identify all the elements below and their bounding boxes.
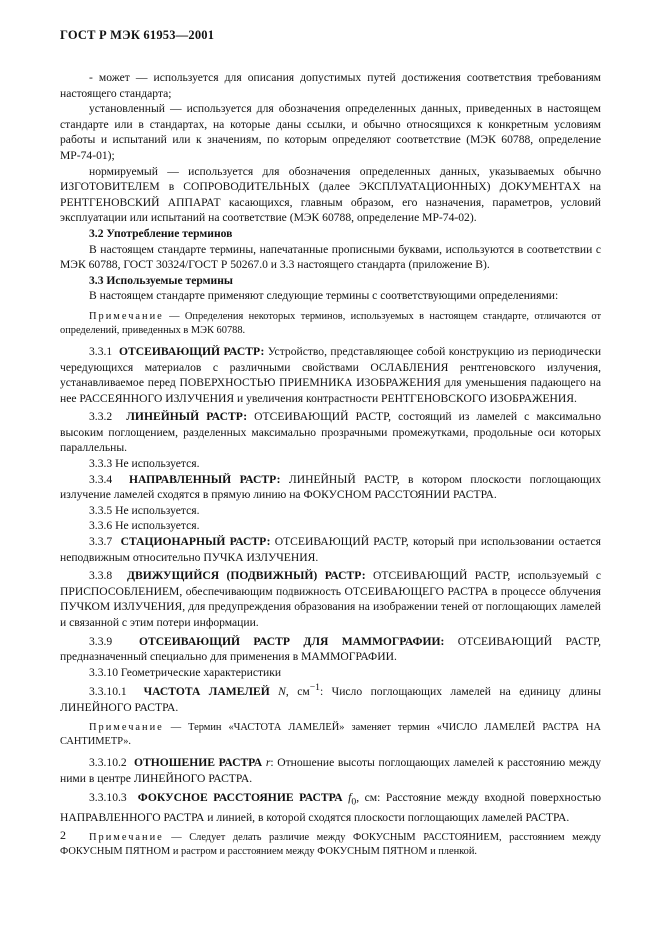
note-text: — Следует делать различие между ФОКУСНЫМ РАССТОЯНИЕМ, расстоянием между ФОКУСНЫМ ПЯТНОМ и растром и расстоянием между ФОКУСНЫМ ПЯТНОМ и пленкой. [60,832,601,858]
term-definition: ОТСЕИВАЮЩИЙ РАСТР, предназначенный специально для применения в МАММОГРАФИИ. [60,634,601,664]
term-3-3-6: 3.3.6 Не используется. [89,519,200,533]
note-label: Примечание [89,310,164,322]
note-1 [60,310,601,338]
term-3-3-7 [60,534,601,565]
term-name: ОТСЕИВАЮЩИЙ РАСТР ДЛЯ МАММОГРАФИИ: [138,634,445,648]
term-3-3-8 [60,568,601,630]
note-3 [60,831,601,859]
note-2 [60,721,601,749]
section-heading-3-3: 3.3 Используемые термины [89,273,233,287]
term-name: НАПРАВЛЕННЫЙ РАСТР: [128,472,281,486]
term-number: 3.3.10.2 [89,756,127,770]
term-unit-exponent: −1 [309,682,321,694]
term-name: ЧАСТОТА ЛАМЕЛЕЙ [143,685,270,699]
paragraph-terms-intro: В настоящем стандарте применяют следующие термины с соответствующими определениями: [89,289,559,303]
term-symbol: N [278,685,286,699]
term-name: ОТНОШЕНИЕ РАСТРА [134,756,263,770]
term-number: 3.3.9 [89,634,113,648]
term-definition: Устройство, представляющее собой конструкцию из периодически чередующихся материалов с различными свойствами ОСЛАБЛЕНИЯ рентгеновского излучения, устанавливаемое перед ПОВЕРХНОСТЬЮ ПРИЕМНИКА ИЗОБРАЖЕНИЯ для уменьшения падающего на нее РАССЕЯННОГО ИЗЛУЧЕНИЯ и увеличения контрастности РЕНТГЕНОВСКОГО ИЗОБРАЖЕНИЯ. [60,344,602,405]
term-definition: : Отношение высоты поглощающих ламелей к расстоянию между ними в центре ЛИНЕЙНОГО РАСТРА. [60,756,602,786]
paragraph-established: установленный — используется для обозначения определенных данных, приведенных в настоящем стандарте или в стандартах, на которые даны ссылки, и обычно относящихся к конкретным условиям работы и испытаний или к значениям, по которым определяют соответствие (МЭК 60788, определение МР-74-01); [60,102,601,162]
term-3-3-5: 3.3.5 Не используется. [89,503,200,517]
term-number: 3.3.4 [89,472,113,486]
term-number: 3.3.10.3 [89,790,127,804]
term-3-3-10: 3.3.10 Геометрические характеристики [89,665,282,679]
term-name: ФОКУСНОЕ РАССТОЯНИЕ РАСТРА [137,790,343,804]
note-label: Примечание [89,722,164,734]
term-3-3-9 [60,634,601,665]
term-definition: : Число поглощающих ламелей на единицу длины ЛИНЕЙНОГО РАСТРА. [60,685,602,714]
term-symbol-subscript: 0 [351,795,357,807]
document-body [60,70,601,865]
note-text: — Термин «ЧАСТОТА ЛАМЕЛЕЙ» заменяет термин «ЧИСЛО ЛАМЕЛЕЙ РАСТРА НА САНТИМЕТР». [60,722,601,748]
section-heading-3-2: 3.2 Употребление терминов [89,226,233,240]
term-definition: ОТСЕИВАЮЩИЙ РАСТР, используемый с ПРИСПОСОБЛЕНИЕМ, обеспечивающим подвижность ОТСЕИВАЮЩЕГО РАСТРА в процессе облучения ПУЧКОМ ИЗЛУЧЕНИЯ, для предупреждения образования на изображении теней от поглощающих ламелей и связанной с этим потери информации. [60,569,601,629]
term-symbol: r [265,756,271,770]
term-name: СТАЦИОНАРНЫЙ РАСТР: [120,535,271,549]
term-symbol: f [348,790,352,804]
term-3-3-10-2 [60,755,601,786]
term-definition: ОТСЕИВАЮЩИЙ РАСТР, который при использовании остается неподвижным относительно ПУЧКА ИЗЛУЧЕНИЯ. [60,535,601,564]
term-number: 3.3.10.1 [89,685,127,699]
term-3-3-3: 3.3.3 Не используется. [89,457,200,471]
term-3-3-1 [60,344,601,406]
paragraph-may: - может — используется для описания допустимых путей достижения соответствия требованиям настоящего стандарта; [60,71,601,100]
term-number: 3.3.2 [89,410,113,424]
term-3-3-2 [60,409,601,456]
term-number: 3.3.1 [89,344,113,358]
term-unit: , см [285,685,310,699]
document-header: ГОСТ Р МЭК 61953—2001 [60,28,215,42]
term-3-3-4 [60,472,601,503]
note-label: Примечание [89,832,164,844]
term-definition: ЛИНЕЙНЫЙ РАСТР, в котором плоскости поглощающих излучение ламелей сходятся в прямую линию на ФОКУСНОМ РАССТОЯНИИ РАСТРА. [60,472,601,502]
term-name: ДВИЖУЩИЙСЯ (ПОДВИЖНЫЙ) РАСТР: [127,569,366,583]
note-text: — Определения некоторых терминов, используемых в настоящем стандарте, отличаются от определений, приведенных в МЭК 60788. [60,310,601,336]
term-3-3-10-1 [60,680,601,715]
paragraph-term-usage: В настоящем стандарте термины, напечатанные прописными буквами, используются в соответствии с МЭК 60788, ГОСТ 30324/ГОСТ Р 50267.0 и 3.3 настоящего стандарта (приложение В). [60,242,601,272]
term-number: 3.3.7 [89,535,113,549]
term-definition: , см: Расстояние между входной поверхностью НАПРАВЛЕННОГО РАСТРА и линией, в которой сходятся плоскости поглощающих ламелей РАСТРА. [60,790,601,824]
paragraph-specified: нормируемый — используется для обозначения определенных данных, указываемых обычно ИЗГОТОВИТЕЛЕМ в СОПРОВОДИТЕЛЬНЫХ (далее ЭКСПЛУАТАЦИОННЫХ) ДОКУМЕНТАХ на РЕНТГЕНОВСКИЙ АППАРАТ касающихся, главным образом, его назначения, параметров, условий эксплуатации или испытаний на соответствие (МЭК 60788, определение МР-74-02). [60,164,601,225]
term-3-3-10-3 [60,790,601,826]
term-name: ОТСЕИВАЮЩИЙ РАСТР: [118,344,265,358]
term-number: 3.3.8 [89,569,113,583]
term-name: ЛИНЕЙНЫЙ РАСТР: [126,410,248,424]
term-definition: ОТСЕИВАЮЩИЙ РАСТР, состоящий из ламелей с максимально высоким поглощением, разделенных максимально прозрачными промежутками, продольные оси которых параллельны. [60,410,601,455]
page-number: 2 [60,828,66,842]
